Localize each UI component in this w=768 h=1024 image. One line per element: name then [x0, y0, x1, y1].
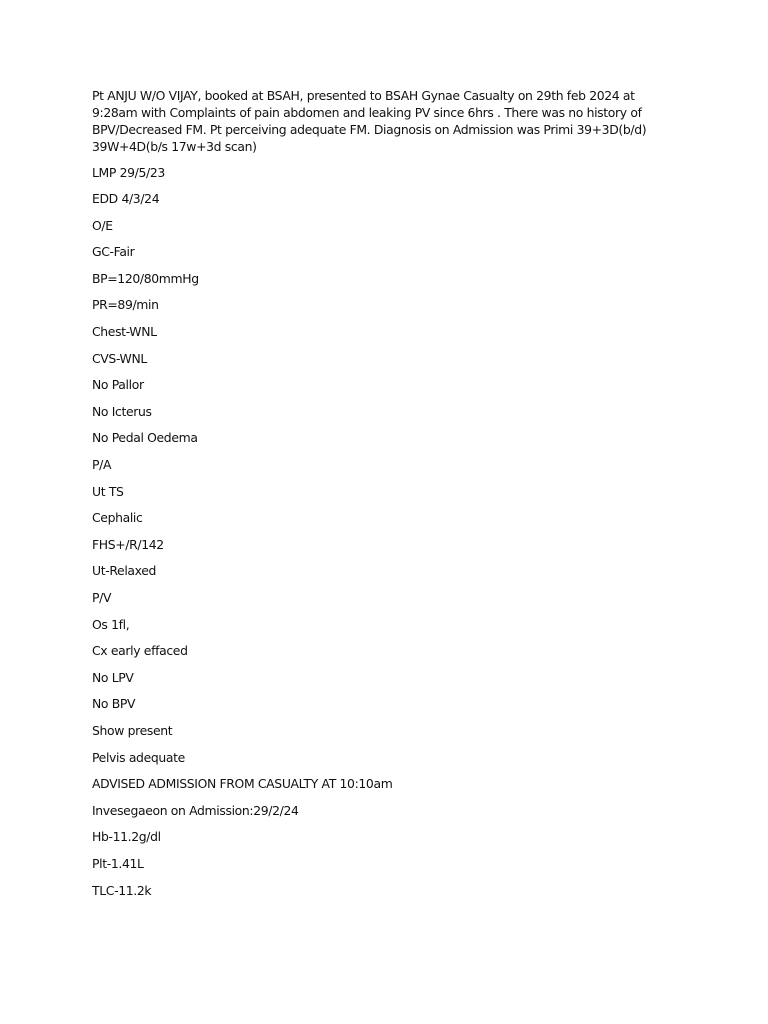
icterus-line: No Icterus [92, 403, 152, 419]
blood-pressure-line: BP=120/80mmHg [92, 270, 199, 286]
cvs-line: CVS-WNL [92, 350, 147, 366]
document-page [92, 87, 682, 908]
lpv-line: No LPV [92, 669, 134, 685]
lmp-line: LMP 29/5/23 [92, 164, 165, 180]
fetal-heart-sound-line: FHS+/R/142 [92, 536, 164, 552]
uterus-relaxed-line: Ut-Relaxed [92, 563, 157, 579]
general-condition-line: GC-Fair [92, 244, 135, 260]
bpv-line: No BPV [92, 696, 136, 712]
os-line: Os 1fl, [92, 616, 130, 632]
investigation-heading: Invesegaeon on Admission:29/2/24 [92, 802, 299, 818]
cervix-line: Cx early effaced [92, 643, 188, 659]
intro-paragraph: Pt ANJU W/O VIJAY, booked at BSAH, presented to BSAH Gynae Casualty on 29th feb 2024 at 9:28am with Complaints of pain abdomen and leaking PV since 6hrs . There was no history of BPV/Decreased FM. Pt perceiving adequate FM. Diagnosis on Admission was Primi 39+3D(b/d) 39W+4D(b/s 17w+3d scan) [92, 88, 647, 154]
chest-line: Chest-WNL [92, 324, 157, 340]
pallor-line: No Pallor [92, 377, 144, 393]
per-abdomen-heading: P/A [92, 457, 112, 473]
platelet-line: Plt-1.41L [92, 855, 144, 871]
pulse-rate-line: PR=89/min [92, 297, 159, 313]
pelvis-line: Pelvis adequate [92, 749, 185, 765]
admission-advice-line: ADVISED ADMISSION FROM CASUALTY AT 10:10am [92, 776, 393, 792]
tlc-line: TLC-11.2k [92, 882, 152, 898]
show-line: Show present [92, 722, 173, 738]
on-examination-heading: O/E [92, 217, 113, 233]
hemoglobin-line: Hb-11.2g/dl [92, 829, 161, 845]
presentation-line: Cephalic [92, 510, 143, 526]
pedal-oedema-line: No Pedal Oedema [92, 430, 198, 446]
uterus-size-line: Ut TS [92, 483, 124, 499]
edd-line: EDD 4/3/24 [92, 191, 160, 207]
per-vaginal-heading: P/V [92, 590, 112, 605]
